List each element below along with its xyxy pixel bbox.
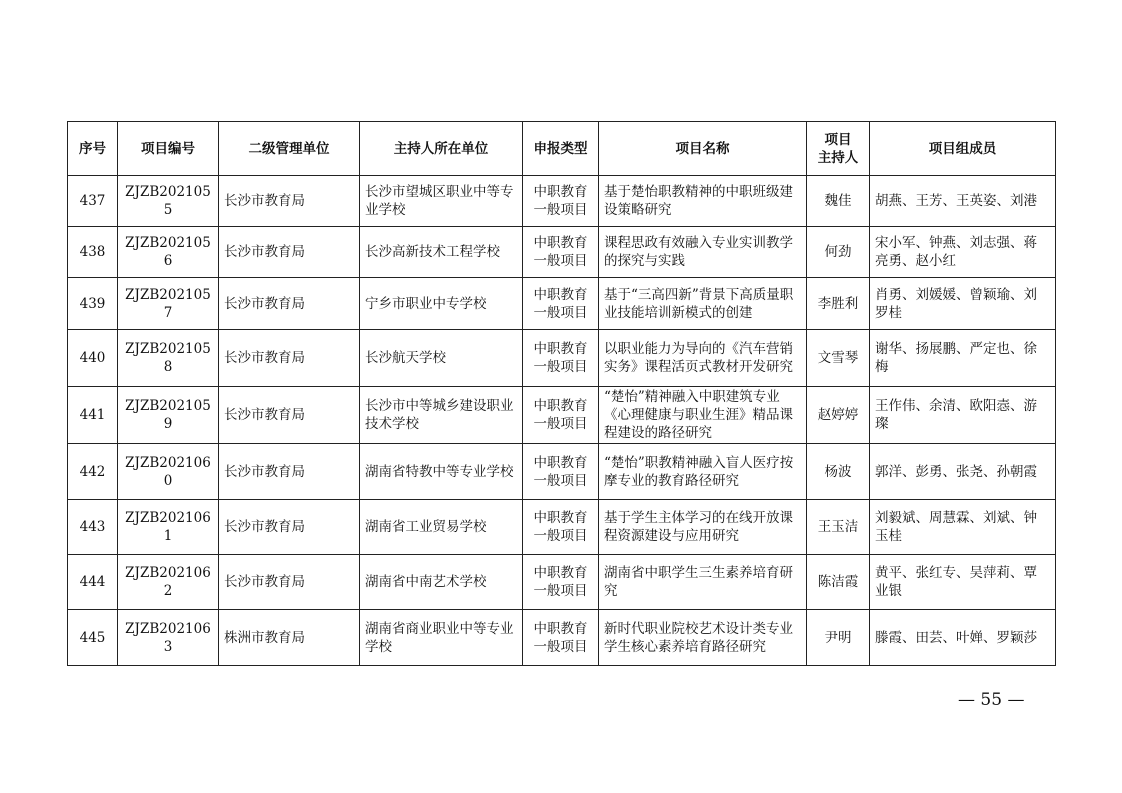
- cell-col-index: 440: [68, 330, 118, 387]
- cell-col-type: 中职教育一般项目: [523, 500, 599, 555]
- cell-col-project-name: 以职业能力为导向的《汽车营销实务》课程活页式教材开发研究: [599, 330, 807, 387]
- cell-col-project-name: 新时代职业院校艺术设计类专业学生核心素养培育路径研究: [599, 610, 807, 666]
- cell-col-project-code: ZJZB2021060: [118, 444, 219, 500]
- cell-col-index: 439: [68, 278, 118, 330]
- cell-col-management-unit: 长沙市教育局: [219, 176, 360, 227]
- cell-col-index: 437: [68, 176, 118, 227]
- cell-col-host: 李胜利: [807, 278, 870, 330]
- cell-col-type: 中职教育一般项目: [523, 227, 599, 278]
- cell-col-members: 谢华、扬展鹏、严定也、徐梅: [870, 330, 1056, 387]
- table-body: [68, 176, 1056, 666]
- page-number: — 55 —: [958, 690, 1025, 710]
- cell-col-management-unit: 株洲市教育局: [219, 610, 360, 666]
- header-col-members: 项目组成员: [870, 122, 1056, 176]
- header-col-host-unit: 主持人所在单位: [360, 122, 523, 176]
- header-col-management-unit: 二级管理单位: [219, 122, 360, 176]
- cell-col-project-name: “楚怡”精神融入中职建筑专业《心理健康与职业生涯》精品课程建设的路径研究: [599, 387, 807, 444]
- cell-col-project-code: ZJZB2021063: [118, 610, 219, 666]
- table-row: [68, 387, 1056, 444]
- cell-col-type: 中职教育一般项目: [523, 444, 599, 500]
- cell-col-type: 中职教育一般项目: [523, 555, 599, 610]
- table-row: [68, 176, 1056, 227]
- cell-col-members: 黄平、张红专、吴萍莉、覃业银: [870, 555, 1056, 610]
- project-table: [67, 121, 1056, 666]
- cell-col-project-code: ZJZB2021058: [118, 330, 219, 387]
- cell-col-index: 445: [68, 610, 118, 666]
- cell-col-members: 滕霞、田芸、叶婵、罗颖莎: [870, 610, 1056, 666]
- table-row: [68, 555, 1056, 610]
- cell-col-host-unit: 长沙航天学校: [360, 330, 523, 387]
- cell-col-host-unit: 长沙高新技术工程学校: [360, 227, 523, 278]
- header-col-project-name: 项目名称: [599, 122, 807, 176]
- cell-col-project-code: ZJZB2021062: [118, 555, 219, 610]
- cell-col-project-code: ZJZB2021061: [118, 500, 219, 555]
- table-row: [68, 227, 1056, 278]
- cell-col-management-unit: 长沙市教育局: [219, 387, 360, 444]
- cell-col-management-unit: 长沙市教育局: [219, 227, 360, 278]
- cell-col-members: 刘毅斌、周慧霖、刘斌、钟玉桂: [870, 500, 1056, 555]
- table-row: [68, 444, 1056, 500]
- table-row: [68, 278, 1056, 330]
- table-row: [68, 330, 1056, 387]
- cell-col-host: 杨波: [807, 444, 870, 500]
- table-row: [68, 500, 1056, 555]
- cell-col-host-unit: 宁乡市职业中专学校: [360, 278, 523, 330]
- cell-col-host-unit: 湖南省工业贸易学校: [360, 500, 523, 555]
- cell-col-host-unit: 长沙市中等城乡建设职业技术学校: [360, 387, 523, 444]
- cell-col-index: 444: [68, 555, 118, 610]
- cell-col-host-unit: 长沙市望城区职业中等专业学校: [360, 176, 523, 227]
- cell-col-index: 441: [68, 387, 118, 444]
- cell-col-project-code: ZJZB2021057: [118, 278, 219, 330]
- cell-col-host: 文雪琴: [807, 330, 870, 387]
- table-row: [68, 610, 1056, 666]
- cell-col-project-name: 湖南省中职学生三生素养培育研究: [599, 555, 807, 610]
- table-header-row: [68, 122, 1056, 176]
- cell-col-members: 宋小军、钟燕、刘志强、蒋亮勇、赵小红: [870, 227, 1056, 278]
- cell-col-index: 443: [68, 500, 118, 555]
- cell-col-host-unit: 湖南省商业职业中等专业学校: [360, 610, 523, 666]
- cell-col-project-name: 基于楚怡职教精神的中职班级建设策略研究: [599, 176, 807, 227]
- cell-col-host: 陈洁霞: [807, 555, 870, 610]
- cell-col-project-name: 基于“三高四新”背景下高质量职业技能培训新模式的创建: [599, 278, 807, 330]
- cell-col-type: 中职教育一般项目: [523, 387, 599, 444]
- cell-col-host: 何劲: [807, 227, 870, 278]
- cell-col-type: 中职教育一般项目: [523, 610, 599, 666]
- cell-col-project-code: ZJZB2021059: [118, 387, 219, 444]
- cell-col-management-unit: 长沙市教育局: [219, 278, 360, 330]
- cell-col-host: 赵婷婷: [807, 387, 870, 444]
- cell-col-members: 郭洋、彭勇、张尧、孙朝霞: [870, 444, 1056, 500]
- cell-col-type: 中职教育一般项目: [523, 176, 599, 227]
- header-col-type: 申报类型: [523, 122, 599, 176]
- cell-col-host: 王玉洁: [807, 500, 870, 555]
- header-col-project-code: 项目编号: [118, 122, 219, 176]
- cell-col-index: 442: [68, 444, 118, 500]
- cell-col-project-name: 基于学生主体学习的在线开放课程资源建设与应用研究: [599, 500, 807, 555]
- cell-col-members: 王作伟、余清、欧阳悫、游璨: [870, 387, 1056, 444]
- cell-col-host-unit: 湖南省特教中等专业学校: [360, 444, 523, 500]
- cell-col-host: 尹明: [807, 610, 870, 666]
- cell-col-project-code: ZJZB2021056: [118, 227, 219, 278]
- cell-col-index: 438: [68, 227, 118, 278]
- cell-col-project-name: 课程思政有效融入专业实训教学的探究与实践: [599, 227, 807, 278]
- header-col-host: 项目 主持人: [807, 122, 870, 176]
- cell-col-project-name: “楚怡”职教精神融入盲人医疗按摩专业的教育路径研究: [599, 444, 807, 500]
- cell-col-project-code: ZJZB2021055: [118, 176, 219, 227]
- header-col-index: 序号: [68, 122, 118, 176]
- cell-col-management-unit: 长沙市教育局: [219, 330, 360, 387]
- cell-col-management-unit: 长沙市教育局: [219, 500, 360, 555]
- cell-col-management-unit: 长沙市教育局: [219, 444, 360, 500]
- cell-col-host: 魏佳: [807, 176, 870, 227]
- cell-col-type: 中职教育一般项目: [523, 330, 599, 387]
- cell-col-members: 肖勇、刘媛媛、曾颖瑜、刘罗桂: [870, 278, 1056, 330]
- cell-col-type: 中职教育一般项目: [523, 278, 599, 330]
- cell-col-management-unit: 长沙市教育局: [219, 555, 360, 610]
- cell-col-members: 胡燕、王芳、王英姿、刘港: [870, 176, 1056, 227]
- cell-col-host-unit: 湖南省中南艺术学校: [360, 555, 523, 610]
